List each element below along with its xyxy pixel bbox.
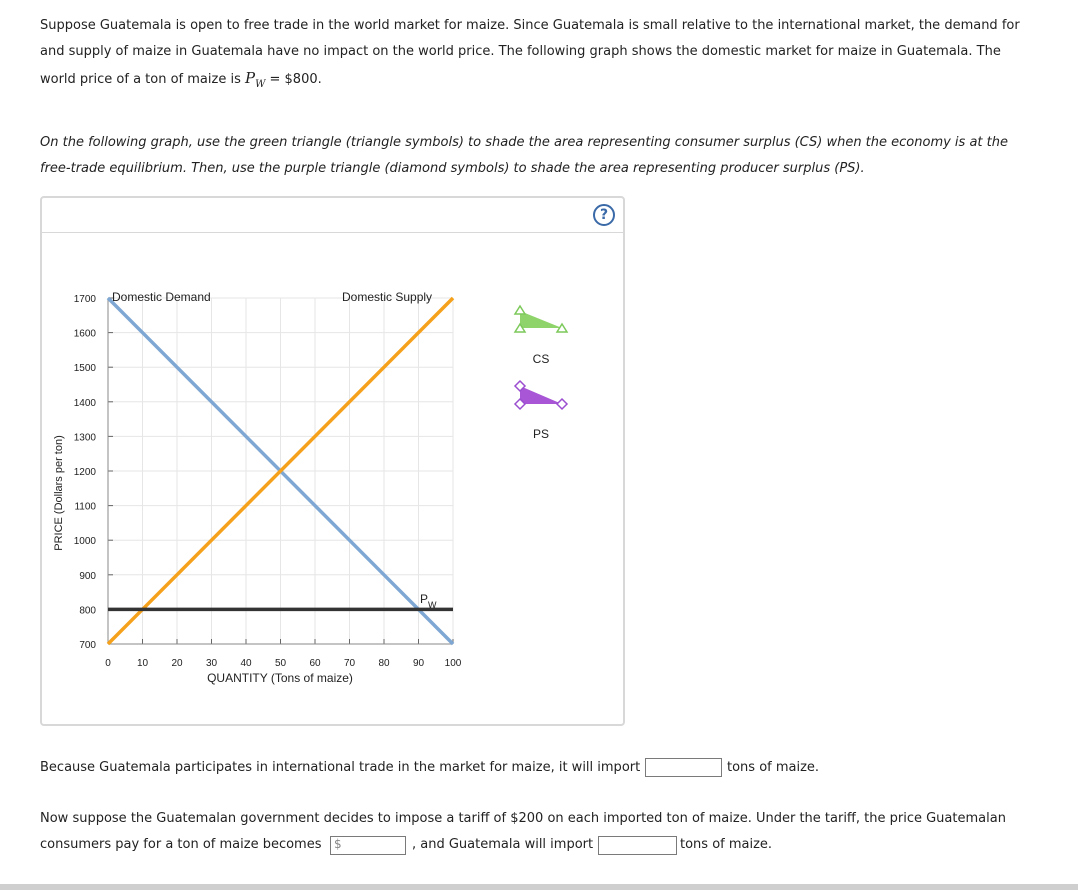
y-tick-label: 1200 <box>73 467 96 478</box>
intro-line-2: and supply of maize in Guatemala have no impact on the world price. The following graph shows the domestic market for maize in Guatemala. The <box>40 44 1001 59</box>
x-tick-label: 90 <box>412 658 425 669</box>
world-price-label: $P_W$ <box>420 592 437 610</box>
x-tick-label: 40 <box>240 658 252 669</box>
x-tick-label: 70 <box>343 658 356 669</box>
question-1-suffix: tons of maize. <box>727 760 820 775</box>
demand-label: Domestic Demand <box>112 290 211 304</box>
y-tick-label: 700 <box>79 640 96 651</box>
x-tick-label: 20 <box>171 658 183 669</box>
question-2-prefix: consumers pay for a ton of maize becomes <box>40 837 322 852</box>
y-tick-label: 1100 <box>74 501 96 513</box>
bottom-scroll-bar <box>0 884 1078 890</box>
question-2-suffix: tons of maize. <box>680 837 773 852</box>
y-tick-label: 1000 <box>73 536 96 548</box>
x-tick-label: 50 <box>274 658 287 669</box>
instructions-line-1: On the following graph, use the green triangle (triangle symbols) to shade the area representing consumer surplus (CS) when the economy is at the <box>40 135 1008 150</box>
help-icon[interactable]: ? <box>593 204 615 226</box>
ps-triangle-shape[interactable] <box>520 386 562 404</box>
y-tick-label: 1700 <box>73 294 96 305</box>
intro-line-1: Suppose Guatemala is open to free trade in the world market for maize. Since Guatemala is small relative to the international market, the demand for <box>40 18 1020 33</box>
x-tick-label: 80 <box>378 658 390 669</box>
cs-label: CS <box>532 352 550 366</box>
cs-vertex-triangle-icon[interactable] <box>515 306 525 314</box>
surplus-chart <box>42 198 623 724</box>
question-2-line-1: Now suppose the Guatemalan government decides to impose a tariff of $200 on each imported ton of maize. Under the tariff, the price Guatemalan <box>40 811 1006 826</box>
ps-vertex-diamond-icon[interactable] <box>557 399 567 409</box>
graph-panel <box>40 196 625 726</box>
world-price-symbol: $P_W$ <box>244 69 266 90</box>
y-axis-label: PRICE (Dollars per ton) <box>53 435 65 551</box>
intro-line-3 <box>40 65 1020 98</box>
intro-paragraph <box>40 13 1020 98</box>
x-tick-label: 0 <box>105 658 111 669</box>
intro-line-3-suffix: = $800. <box>269 72 322 87</box>
tariff-import-input[interactable] <box>598 836 677 855</box>
question-2-middle: , and Guatemala will import <box>412 837 594 852</box>
ps-label: PS <box>532 427 550 441</box>
cs-tool[interactable] <box>515 306 567 332</box>
intro-line-3-prefix: world price of a ton of maize is <box>40 72 241 87</box>
y-tick-label: 800 <box>79 605 96 617</box>
y-tick-label: 900 <box>79 570 96 582</box>
question-1 <box>40 755 640 781</box>
instructions <box>40 130 1008 182</box>
import-quantity-input[interactable] <box>645 758 722 777</box>
y-tick-label: 1600 <box>73 328 96 340</box>
instructions-line-2: free-trade equilibrium. Then, use the purple triangle (diamond symbols) to shade the area representing producer surplus (PS). <box>40 161 865 176</box>
question-1-prefix: Because Guatemala participates in international trade in the market for maize, it will import <box>40 760 641 775</box>
ps-tool[interactable] <box>515 381 567 409</box>
x-tick-label: 10 <box>136 658 149 669</box>
x-tick-label: 30 <box>205 658 218 669</box>
supply-label: Domestic Supply <box>342 290 433 304</box>
y-tick-label: 1500 <box>73 363 96 375</box>
y-tick-label: 1300 <box>73 432 96 444</box>
x-tick-label: 60 <box>309 658 321 669</box>
x-tick-label: 100 <box>444 658 462 669</box>
y-tick-label: 1400 <box>73 397 96 409</box>
cs-triangle-shape[interactable] <box>520 311 562 328</box>
dollar-sign-icon: $ <box>334 837 342 851</box>
x-axis-label: QUANTITY (Tons of maize) <box>207 671 353 685</box>
